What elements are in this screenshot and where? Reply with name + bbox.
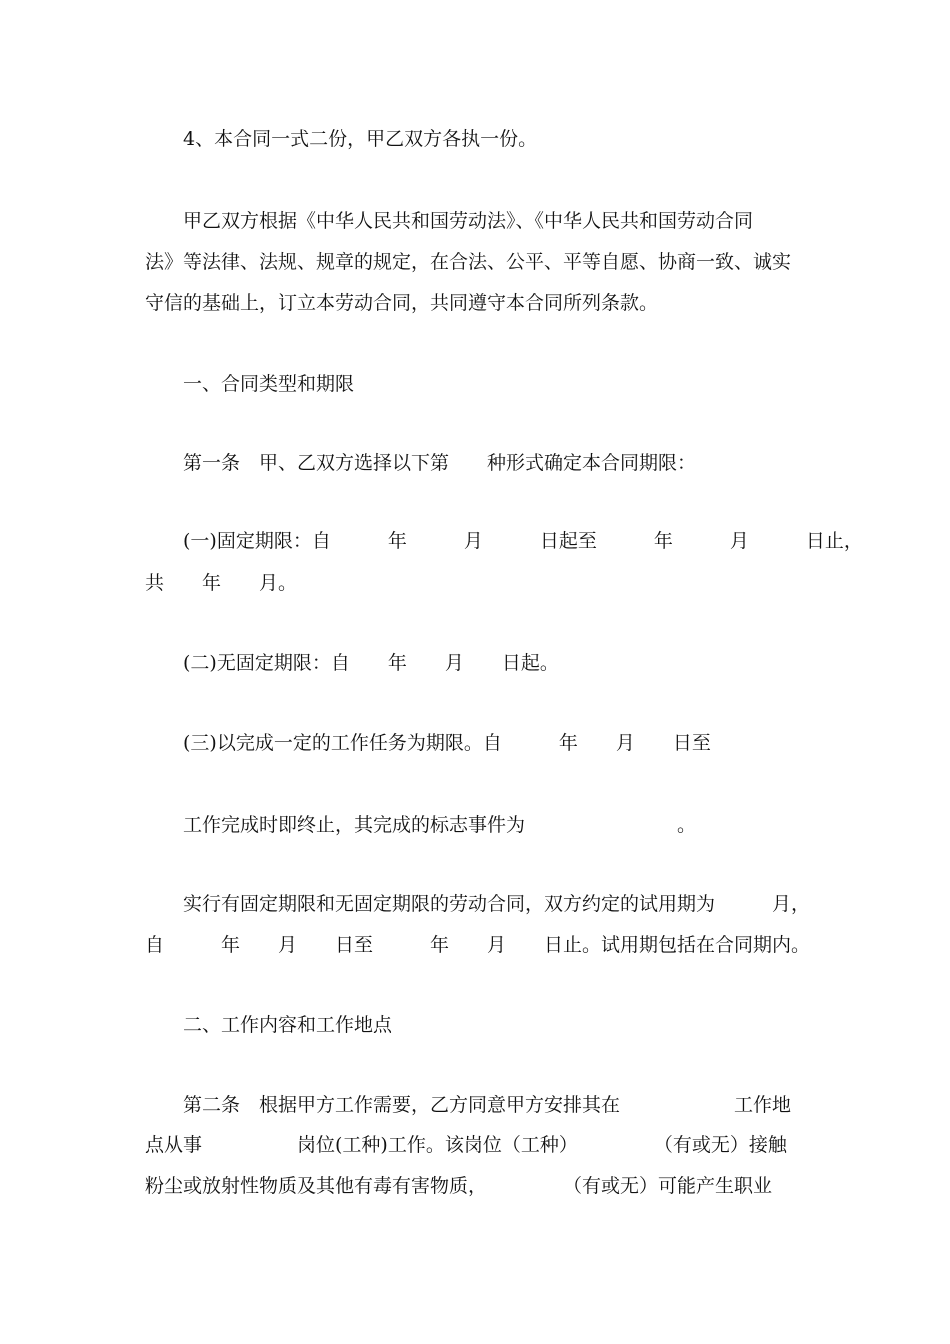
- article-2-line-1: 第二条 根据甲方工作需要，乙方同意甲方安排其在 工作地: [183, 1094, 792, 1116]
- probation-line-1: 实行有固定期限和无固定期限的劳动合同，双方约定的试用期为 月，: [183, 893, 811, 915]
- article-2-line-2: 点从事 岗位(工种)工作。该岗位（工种） （有或无）接触: [145, 1134, 787, 1156]
- section-heading-1: 一、合同类型和期限: [183, 373, 355, 395]
- term-open-ended: (二)无固定期限：自 年 月 日起。: [183, 652, 559, 674]
- preamble-line-2: 法》等法律、法规、规章的规定，在合法、公平、平等自愿、协商一致、诚实: [145, 251, 792, 273]
- article-2-line-3: 粉尘或放射性物质及其他有毒有害物质， （有或无）可能产生职业: [145, 1175, 773, 1197]
- closing-clause: 4、本合同一式二份，甲乙双方各执一份。: [183, 128, 538, 150]
- section-heading-2: 二、工作内容和工作地点: [183, 1014, 393, 1036]
- term-fixed-line-2: 共 年 月。: [145, 572, 298, 594]
- article-1: 第一条 甲、乙双方选择以下第 种形式确定本合同期限：: [183, 452, 697, 474]
- term-fixed-line-1: (一)固定期限：自 年 月 日起至 年 月 日止，: [183, 530, 863, 552]
- term-task-based: (三)以完成一定的工作任务为期限。自 年 月 日至: [183, 732, 711, 754]
- preamble-line-3: 守信的基础上，订立本劳动合同，共同遵守本合同所列条款。: [145, 292, 659, 314]
- probation-line-2: 自 年 月 日至 年 月 日止。试用期包括在合同期内。: [145, 934, 811, 956]
- preamble-line-1: 甲乙双方根据《中华人民共和国劳动法》、《中华人民共和国劳动合同: [183, 210, 754, 232]
- task-completion: 工作完成时即终止，其完成的标志事件为 。: [183, 814, 697, 836]
